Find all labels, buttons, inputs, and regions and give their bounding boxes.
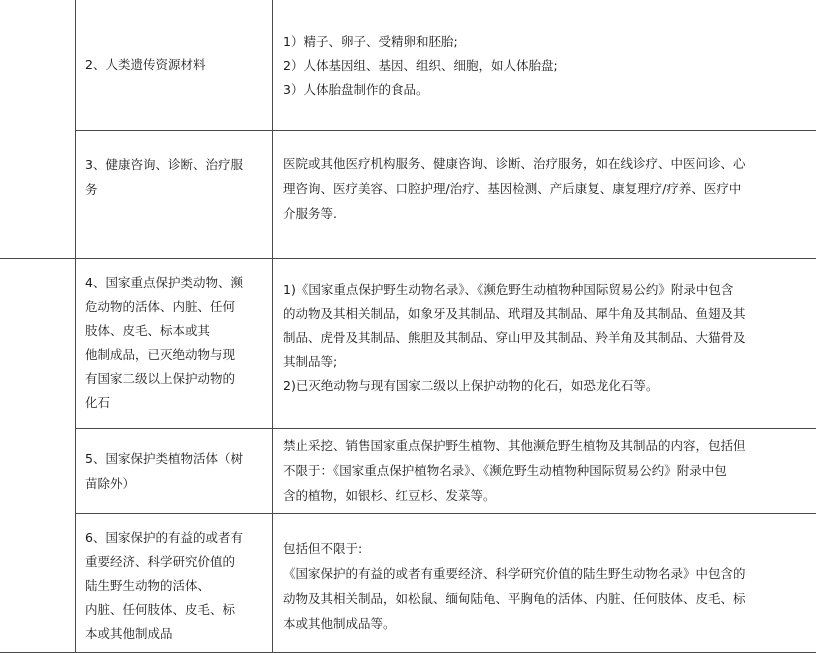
category-text: 有国家二级以上保护动物的 [85,367,264,391]
detail-cell [273,0,816,130]
category-cell [76,130,273,258]
category-cell [76,513,273,652]
detail-text: 医院或其他医疗机构服务、健康咨询、诊断、治疗服务，如在线诊疗、中医问诊、心 [283,151,808,176]
category-text: 本或其他制成品 [85,622,264,646]
category-text: 化石 [85,391,264,415]
detail-text: 2)已灭绝动物与现有国家二级以上保护动物的化石，如恐龙化石等。 [283,374,808,398]
detail-text: 本或其他制成品等。 [283,611,808,636]
category-text: 重要经济、科学研究价值的 [85,550,264,574]
table-row [0,0,816,130]
category-text: 危动物的活体、内脏、任何 [85,295,264,319]
detail-text: 不限于：《国家重点保护植物名录》、《濒危野生动植物种国际贸易公约》附录中包 [283,458,808,483]
detail-text: 的动物及其相关制品，如象牙及其制品、玳瑁及其制品、犀牛角及其制品、鱼翅及其 [283,302,808,326]
category-cell [76,0,273,130]
category-text: 他制成品，已灭绝动物与现 [85,343,264,367]
table-row [0,258,816,428]
detail-text: 动物及其相关制品，如松鼠、缅甸陆龟、平胸龟的活体、内脏、任何肢体、皮毛、标 [283,586,808,611]
group-cell-upper [0,0,76,258]
detail-cell [273,513,816,652]
category-text: 肢体、皮毛、标本或其 [85,319,264,343]
detail-text: 1）精子、卵子、受精卵和胚胎; [283,30,808,54]
detail-text: 1)《国家重点保护野生动物名录》、《濒危野生动植物种国际贸易公约》附录中包含 [283,278,808,302]
detail-text: 含的植物，如银杉、红豆杉、发菜等。 [283,483,808,508]
category-text: 5、国家保护类植物活体（树 [85,446,264,471]
detail-text: 理咨询、医疗美容、口腔护理/治疗、基因检测、产后康复、康复理疗/疗养、医疗中 [283,176,808,201]
detail-cell [273,258,816,428]
category-text: 苗除外） [85,471,264,496]
detail-text: 介服务等. [283,201,808,226]
category-text: 务 [85,177,264,202]
detail-cell [273,428,816,513]
detail-text: 包括但不限于: [283,536,808,561]
category-cell [76,428,273,513]
detail-text: 2）人体基因组、基因、组织、细胞，如人体胎盘; [283,54,808,78]
table-row [0,428,816,513]
detail-text: 制品、虎骨及其制品、熊胆及其制品、穿山甲及其制品、羚羊角及其制品、大猫骨及 [283,326,808,350]
detail-text: 其制品等; [283,350,808,374]
category-text: 内脏、任何肢体、皮毛、标 [85,598,264,622]
category-text: 2、人类遗传资源材料 [85,52,264,77]
detail-cell [273,130,816,258]
group-cell-lower [0,258,76,652]
category-text: 陆生野生动物的活体、 [85,574,264,598]
category-cell [76,258,273,428]
detail-text: 《国家保护的有益的或者有重要经济、科学研究价值的陆生野生动物名录》中包含的 [283,561,808,586]
table-row [0,513,816,652]
detail-text: 3）人体胎盘制作的食品。 [283,78,808,102]
category-text: 4、国家重点保护类动物、濒 [85,271,264,295]
table-row [0,130,816,258]
category-text: 6、国家保护的有益的或者有 [85,526,264,550]
category-text: 3、健康咨询、诊断、治疗服 [85,152,264,177]
detail-text: 禁止采挖、销售国家重点保护野生植物、其他濒危野生植物及其制品的内容，包括但 [283,433,808,458]
